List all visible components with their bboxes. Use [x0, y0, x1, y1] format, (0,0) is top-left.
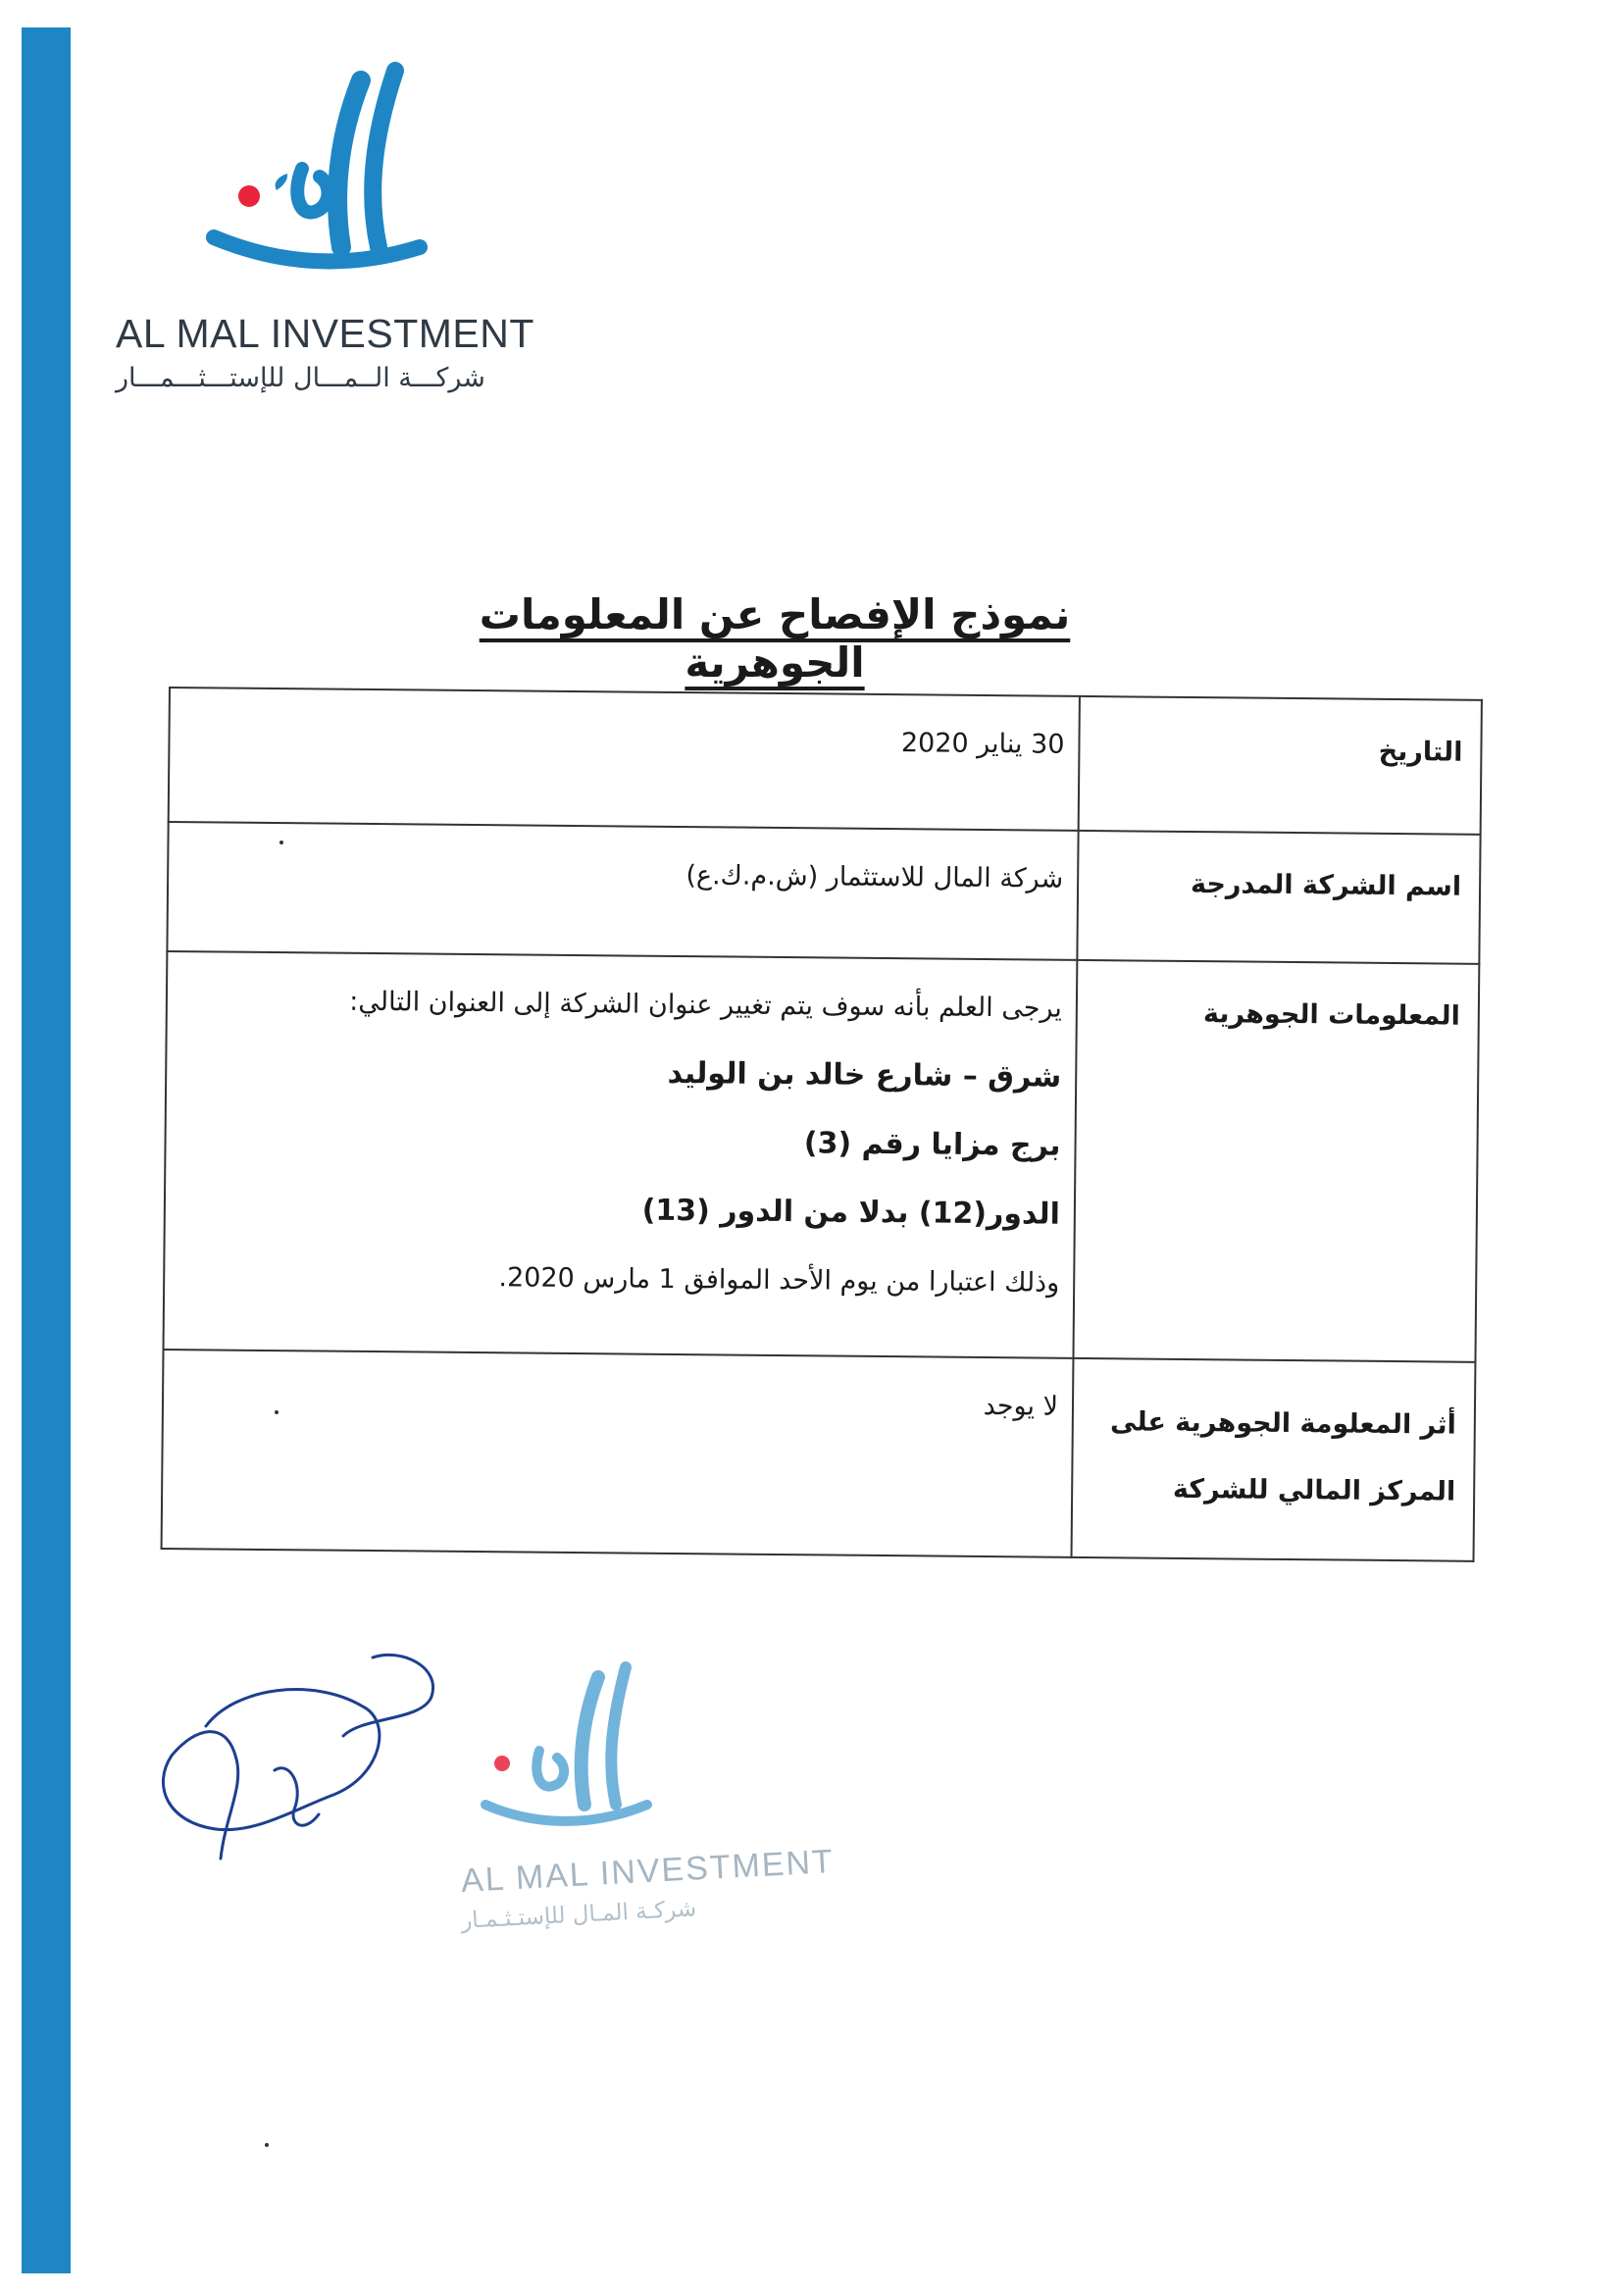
disclosure-table [161, 687, 1483, 1562]
label-impact-line1: أثر المعلومة الجوهرية على [1109, 1406, 1456, 1441]
address-line-tower: برج مزايا رقم (3) [803, 1126, 1061, 1163]
signature-and-stamp [147, 1648, 836, 1971]
table-row-material-info [164, 951, 1480, 1362]
company-logo [116, 61, 534, 394]
side-bar-stripe [22, 27, 71, 2273]
address-line-floor: الدور(12) بدلا من الدور (13) [641, 1193, 1061, 1232]
scan-speck [275, 1410, 279, 1414]
effective-date-line: وذلك اعتبارا من يوم الأحد الموافق 1 مارس 2020. [498, 1262, 1060, 1299]
value-date: 30 يناير 2020 [169, 688, 1080, 831]
logo-text-ar: شركـــة الــمـــال للإستـــثـــمـــار [116, 363, 485, 393]
value-material-info [164, 951, 1078, 1358]
value-company: شركة المال للاستثمار (ش.م.ك.ع) [167, 822, 1078, 960]
document-title: نموذج الإفصاح عن المعلومات الجوهرية [479, 590, 1071, 687]
value-impact: لا يوجد [162, 1350, 1074, 1557]
address-line-street: شرق – شارع خالد بن الوليد [667, 1055, 1062, 1095]
label-impact-line2: المركز المالي للشركة [1172, 1473, 1456, 1507]
stamp-text-ar: شركـة المـال للإستـثـمـار [460, 1896, 697, 1934]
table-row-impact [162, 1350, 1476, 1561]
stamp-text-en: AL MAL INVESTMENT [460, 1842, 836, 1900]
scan-speck [279, 841, 283, 844]
logo-mark-icon [194, 61, 449, 296]
label-impact [1072, 1358, 1476, 1561]
label-material-info: المعلومات الجوهرية [1073, 960, 1479, 1362]
signature-icon [147, 1648, 481, 1873]
material-info-intro: يرجى العلم بأنه سوف يتم تغيير عنوان الشركة إلى العنوان التالي: [349, 986, 1063, 1024]
stamp-icon [471, 1648, 696, 1863]
table-row-company [167, 822, 1480, 964]
label-date: التاريخ [1079, 696, 1482, 835]
logo-text-en: AL MAL INVESTMENT [116, 311, 534, 356]
label-company: اسم الشركة المدرجة [1077, 831, 1480, 964]
table-row-date [169, 688, 1482, 835]
scan-speck [265, 2143, 269, 2147]
